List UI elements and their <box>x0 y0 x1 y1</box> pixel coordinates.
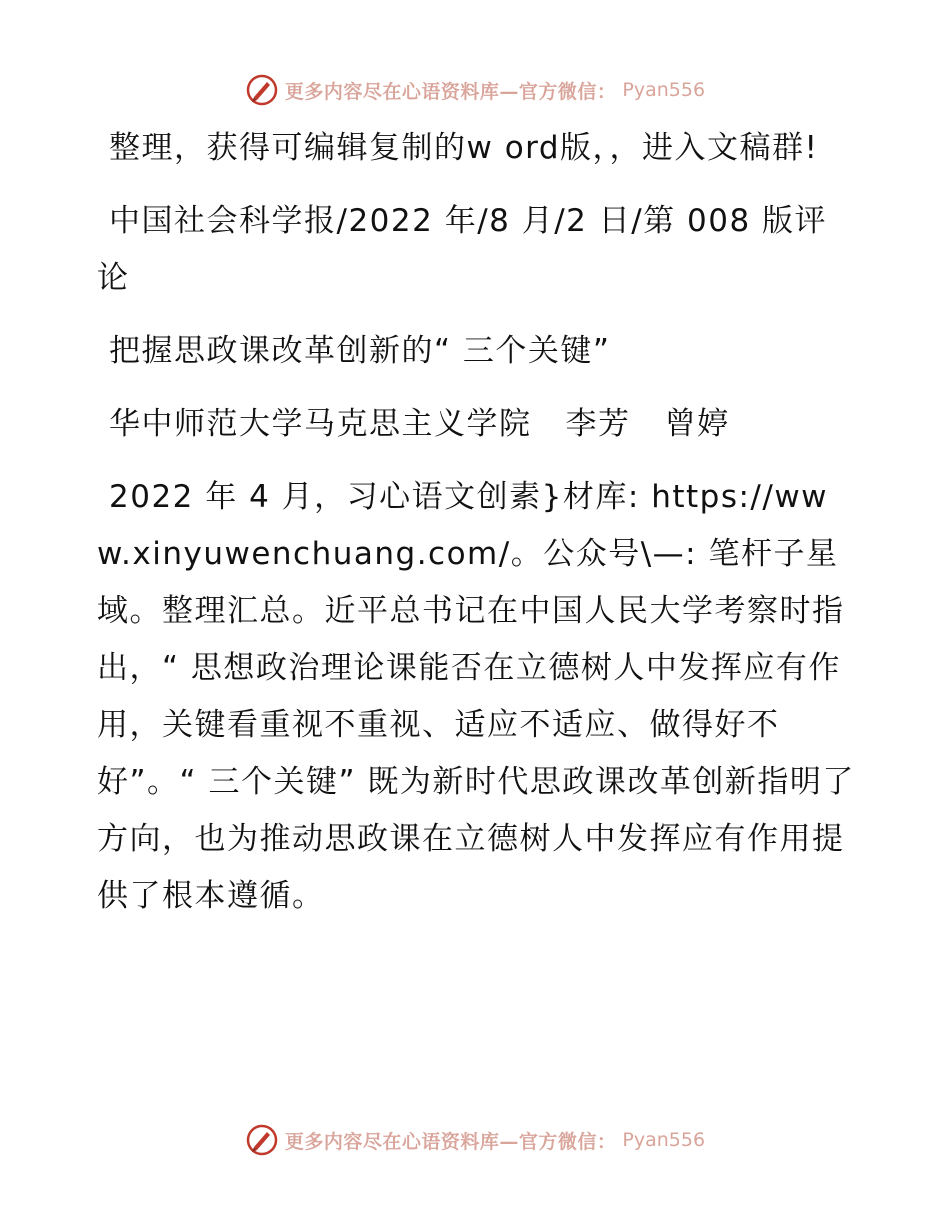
intro-paragraph: 整理，获得可编辑复制的w ord版，，进入文稿群! <box>109 130 819 166</box>
document-content <box>97 120 857 941</box>
watermark-wechat-id: Pyan556 <box>622 79 706 101</box>
watermark-text: 更多内容尽在心语资料库—官方微信： <box>284 1130 617 1153</box>
quill-logo-icon <box>245 73 279 107</box>
watermark-text: 更多内容尽在心语资料库—官方微信： <box>284 80 617 103</box>
source-line: 中国社会科学报/2022 年/8 月/2 日/第 008 版评论 <box>97 203 828 296</box>
header-watermark <box>0 70 950 110</box>
quill-logo-icon <box>245 1123 279 1157</box>
article-title: 把握思政课改革创新的“ 三个关键” <box>109 333 611 369</box>
author-line: 华中师范大学马克思主义学院 李芳 曾婷 <box>109 406 730 442</box>
watermark-wechat-id: Pyan556 <box>622 1129 706 1151</box>
body-paragraph: 2022 年 4 月，习心语文创素}材库: https://www.xinyuwenchuang.com/。公众号\—: 笔杆子星域。整理汇总。近平总书记在中国人民大学考察时指出，“ 思想政治理论课能否在立德树人中发挥应有作用，关键看重视不重视、适应不适应、做得好不好”。“ 三个关键” 既为新时代思政课改革创新指明了方向，也为推动思政课在立德树人中发挥应有作用提供了根本遵循。 <box>97 479 855 914</box>
footer-watermark <box>0 1120 950 1160</box>
